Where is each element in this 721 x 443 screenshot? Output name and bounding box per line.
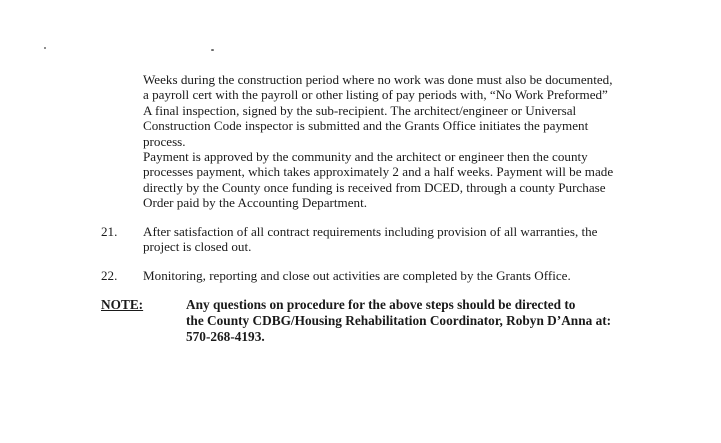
text-line: process.	[143, 133, 186, 149]
note-line: 570-268-4193.	[186, 329, 265, 344]
text-line: processes payment, which takes approximately 2 and a half weeks. Payment will be made	[143, 164, 614, 180]
note-text	[186, 297, 611, 345]
text-line: a payroll cert with the payroll or other listing of pay periods with, “No Work Preformed”	[143, 87, 608, 103]
item-text	[143, 224, 598, 255]
text-line: Payment is approved by the community and the architect or engineer then the county	[143, 149, 588, 165]
text-line: Monitoring, reporting and close out activities are completed by the Grants Office.	[143, 268, 571, 283]
text-line: After satisfaction of all contract requirements including provision of all warranties, the	[143, 224, 598, 239]
scan-speck	[211, 49, 214, 51]
text-line: directly by the County once funding is received from DCED, through a county Purchase	[143, 179, 606, 195]
note-label: NOTE:	[101, 297, 144, 312]
text-line: Weeks during the construction period where no work was done must also be documented,	[143, 72, 613, 87]
scan-speck	[44, 47, 46, 49]
item-number: 21.	[101, 224, 118, 239]
item-number: 22.	[101, 268, 118, 283]
intro-paragraph	[143, 72, 613, 211]
text-line: Order paid by the Accounting Department.	[143, 195, 367, 211]
note-line: the County CDBG/Housing Rehabilitation Coordinator, Robyn D’Anna at:	[186, 313, 612, 328]
text-line: A final inspection, signed by the sub-recipient. The architect/engineer or Universal	[143, 102, 577, 118]
note-line: Any questions on procedure for the above steps should be directed to	[186, 297, 576, 312]
text-line: Construction Code inspector is submitted and the Grants Office initiates the payment	[143, 118, 589, 134]
text-line: project is closed out.	[143, 239, 252, 255]
item-text	[143, 268, 571, 283]
